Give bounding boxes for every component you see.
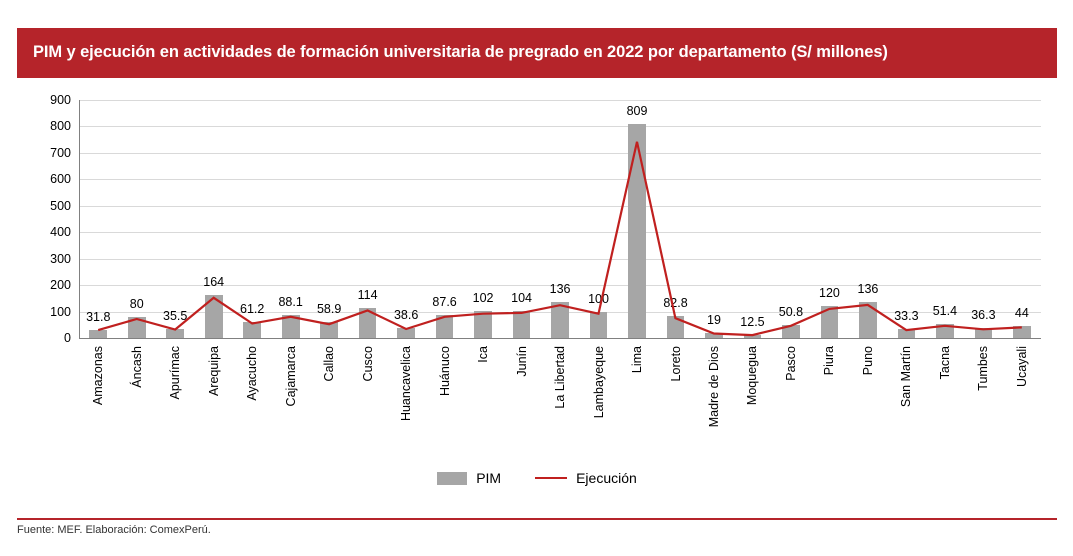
y-tick-label: 500 — [50, 198, 71, 213]
x-tick-label: Áncash — [129, 346, 144, 388]
x-label-column — [926, 342, 964, 462]
bar — [128, 317, 146, 338]
bar — [821, 306, 839, 338]
x-tick-label: Huancavelica — [399, 346, 414, 422]
x-label-column — [271, 342, 309, 462]
x-label-column — [502, 342, 540, 462]
bar-value-label: 58.9 — [316, 302, 342, 317]
bar-value-label: 31.8 — [86, 309, 111, 324]
bar-column — [425, 100, 463, 338]
bar-column — [79, 100, 117, 338]
x-tick-label: Cajamarca — [283, 346, 298, 407]
bar-value-label: 88.1 — [278, 294, 303, 309]
x-label-column — [810, 342, 848, 462]
bar-value-label: 12.5 — [740, 314, 765, 329]
x-tick-label: Amazonas — [91, 346, 106, 406]
x-label-column — [695, 342, 733, 462]
y-axis-ticks — [17, 93, 79, 345]
y-tick-label: 400 — [50, 225, 71, 240]
x-label-column — [425, 342, 463, 462]
bar-column — [964, 100, 1002, 338]
x-label-column — [656, 342, 694, 462]
chart-container — [17, 88, 1057, 508]
x-tick-label: Arequipa — [206, 346, 221, 397]
bar-column — [926, 100, 964, 338]
bar-column — [656, 100, 694, 338]
chart-title-bar — [17, 28, 1057, 78]
x-label-column — [233, 342, 271, 462]
bar-value-label: 35.5 — [163, 308, 188, 323]
bar-column — [464, 100, 502, 338]
x-tick-label: Moquegua — [745, 346, 760, 406]
bar-swatch-icon — [437, 472, 467, 485]
legend-label-ejecucion: Ejecución — [576, 470, 637, 486]
bar — [705, 333, 723, 338]
bar-value-label: 19 — [707, 312, 721, 327]
bar — [397, 328, 415, 338]
bar — [975, 328, 993, 338]
x-tick-label: Lima — [630, 346, 645, 374]
x-tick-label: Tumbes — [976, 346, 991, 391]
bar-value-label: 164 — [203, 274, 225, 289]
bar-column — [887, 100, 925, 338]
bar-column — [233, 100, 271, 338]
bar — [513, 311, 531, 339]
x-tick-label: Ayacucho — [245, 346, 260, 401]
bar-value-label: 82.8 — [663, 296, 688, 311]
bar-column — [695, 100, 733, 338]
x-label-column — [156, 342, 194, 462]
bar-value-label: 136 — [549, 282, 571, 297]
x-tick-label: Madre de Dios — [706, 346, 721, 428]
bar-column — [271, 100, 309, 338]
page-title: PIM y ejecución en actividades de formación universitaria de pregrado en 2022 por departamento (S/ millones) — [33, 43, 888, 62]
bar-column — [310, 100, 348, 338]
bar-column — [733, 100, 771, 338]
bar — [320, 322, 338, 338]
bar-series — [79, 100, 1041, 338]
bar — [1013, 326, 1031, 338]
x-label-column — [387, 342, 425, 462]
bar-value-label: 51.4 — [932, 304, 958, 319]
bar-value-label: 61.2 — [240, 301, 265, 316]
bar-value-label: 104 — [511, 290, 532, 305]
x-label-column — [618, 342, 656, 462]
bar-column — [772, 100, 810, 338]
y-tick-label: 600 — [50, 172, 71, 187]
bar-value-label: 33.3 — [894, 309, 919, 324]
bar-column — [387, 100, 425, 338]
bar-value-label: 38.6 — [393, 307, 419, 322]
y-tick-label: 0 — [64, 331, 71, 345]
x-tick-label: Lambayeque — [591, 346, 606, 419]
bar — [628, 124, 646, 338]
bar — [782, 325, 800, 338]
bar-column — [810, 100, 848, 338]
bar — [898, 329, 916, 338]
bar — [667, 316, 685, 338]
bar-column — [849, 100, 887, 338]
source-note: Fuente: MEF. Elaboración: ComexPerú. — [17, 524, 211, 536]
bar-value-label: 120 — [819, 286, 840, 301]
chart-legend — [17, 470, 1057, 486]
x-label-column — [579, 342, 617, 462]
bar — [243, 322, 261, 338]
x-axis-line — [79, 338, 1041, 339]
y-tick-label: 100 — [50, 304, 71, 319]
bar-column — [348, 100, 386, 338]
legend-label-pim: PIM — [476, 470, 502, 486]
x-label-column — [310, 342, 348, 462]
bar-value-label: 36.3 — [971, 308, 996, 323]
bar — [282, 315, 300, 338]
plot-area — [79, 100, 1041, 338]
bar-column — [156, 100, 194, 338]
x-tick-label: Loreto — [668, 346, 683, 382]
x-tick-label: Huánuco — [437, 346, 452, 397]
bar-column — [1003, 100, 1041, 338]
bar — [89, 330, 107, 338]
x-label-column — [194, 342, 232, 462]
bar-value-label: 80 — [129, 296, 144, 311]
x-label-column — [887, 342, 925, 462]
bar-value-label: 136 — [857, 282, 879, 297]
bar-value-label: 87.6 — [432, 294, 457, 309]
bar — [590, 312, 608, 338]
x-label-column — [541, 342, 579, 462]
legend-item-pim — [437, 470, 501, 486]
bar-column — [502, 100, 540, 338]
y-tick-label: 700 — [50, 145, 71, 160]
x-tick-label: Cusco — [360, 346, 375, 382]
y-tick-label: 300 — [50, 251, 71, 266]
bar-value-label: 114 — [357, 287, 378, 302]
bar — [436, 315, 454, 338]
x-tick-label: San Martín — [899, 346, 914, 408]
footer-divider — [17, 518, 1057, 520]
y-tick-label: 200 — [50, 278, 71, 293]
y-tick-label: 800 — [50, 119, 71, 134]
x-label-column — [79, 342, 117, 462]
x-axis-labels — [79, 342, 1041, 462]
x-tick-label: Callao — [322, 346, 337, 382]
bar — [936, 324, 954, 338]
x-label-column — [464, 342, 502, 462]
bar — [859, 302, 877, 338]
bar-column — [579, 100, 617, 338]
y-tick-label: 900 — [50, 93, 71, 107]
bar-column — [117, 100, 155, 338]
bar-column — [194, 100, 232, 338]
x-tick-label: Piura — [822, 346, 837, 376]
line-swatch-icon — [535, 477, 567, 479]
x-label-column — [772, 342, 810, 462]
x-tick-label: Ica — [476, 346, 491, 363]
x-tick-label: Tacna — [937, 346, 952, 380]
bar-value-label: 44 — [1014, 306, 1029, 321]
bar — [551, 302, 569, 338]
x-tick-label: La Libertad — [553, 346, 568, 409]
x-tick-label: Apurímac — [168, 346, 183, 400]
bar — [166, 329, 184, 338]
x-label-column — [117, 342, 155, 462]
x-tick-label: Ucayali — [1014, 346, 1029, 387]
x-label-column — [733, 342, 771, 462]
bar-value-label: 809 — [626, 104, 648, 119]
bar — [205, 295, 223, 338]
x-label-column — [1003, 342, 1041, 462]
x-label-column — [964, 342, 1002, 462]
x-label-column — [849, 342, 887, 462]
x-tick-label: Puno — [860, 346, 875, 376]
bar-value-label: 50.8 — [778, 304, 804, 319]
x-label-column — [348, 342, 386, 462]
bar — [744, 335, 762, 338]
bar-column — [618, 100, 656, 338]
bar-column — [541, 100, 579, 338]
bar-value-label: 100 — [588, 291, 609, 306]
bar-value-label: 102 — [472, 291, 494, 306]
x-tick-label: Pasco — [783, 346, 798, 381]
legend-item-ejecucion — [535, 470, 637, 486]
x-tick-label: Junín — [514, 346, 529, 377]
bar — [359, 308, 377, 338]
bar — [474, 311, 492, 338]
